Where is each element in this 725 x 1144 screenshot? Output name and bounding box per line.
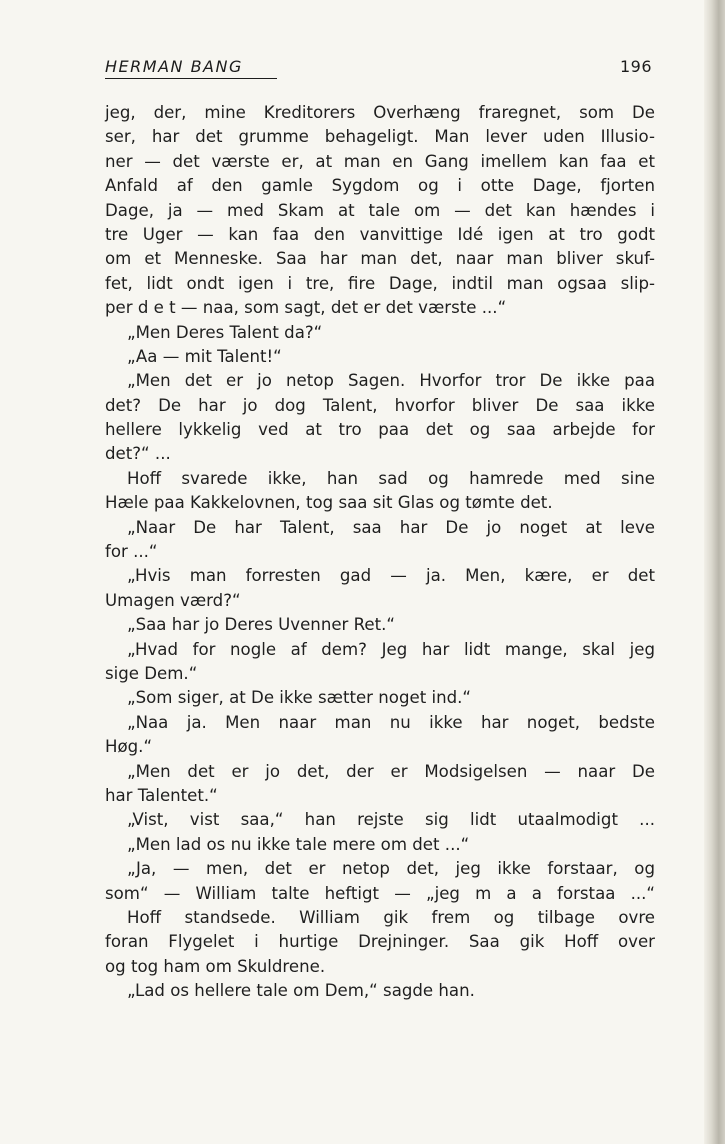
text-line: „Saa har jo Deres Uvenner Ret.“	[127, 615, 396, 635]
text-line: fet, lidt ondt igen i tre, fire Dage, indtil man ogsaa slip-	[105, 273, 655, 293]
text-line: Dage, ja — med Skam at tale om — det kan hændes i	[105, 200, 655, 220]
text-line: jeg, der, mine Kreditorers Overhæng fraregnet, som De	[105, 103, 655, 122]
text-line: Hoff svarede ikke, han sad og hamrede med sine	[127, 468, 655, 488]
page-header	[105, 57, 652, 83]
text-line: har Talentet.“	[105, 785, 218, 805]
text-line: Hæle paa Kakkelovnen, tog saa sit Glas og tømte det.	[105, 493, 553, 513]
running-head: HERMAN BANG	[105, 57, 277, 79]
text-line: „Men det er jo netop Sagen. Hvorfor tror De ikke paa	[127, 371, 655, 391]
text-line: „Ja, — men, det er netop det, jeg ikke forstaar, og	[127, 859, 655, 879]
text-line: Anfald af den gamle Sygdom og i otte Dage, fjorten	[105, 176, 655, 196]
text-line: som“ — William talte heftigt — „jeg m a a forstaa ...“	[105, 883, 655, 903]
text-line: sige Dem.“	[105, 663, 198, 683]
text-line: Umagen værd?“	[105, 590, 241, 610]
text-line: „Men Deres Talent da?“	[127, 322, 323, 342]
text-line: „Vist, vist saa,“ han rejste sig lidt utaalmodigt ...	[127, 810, 655, 830]
text-line: „Aa — mit Talent!“	[127, 346, 282, 366]
text-line: „Lad os hellere tale om Dem,“ sagde han.	[127, 981, 475, 1001]
text-line: per d e t — naa, som sagt, det er det værste ...“	[105, 298, 507, 318]
text-line: tre Uger — kan faa den vanvittige Idé igen at tro godt	[105, 224, 655, 244]
text-line: „Hvad for nogle af dem? Jeg har lidt mange, skal jeg	[127, 639, 655, 659]
text-line: „Naar De har Talent, saa har De jo noget at leve	[127, 517, 655, 537]
text-line: ner — det værste er, at man en Gang imellem kan faa et	[105, 151, 655, 171]
text-line: „Men lad os nu ikke tale mere om det ...“	[127, 834, 470, 854]
page-number: 196	[619, 57, 652, 76]
text-line: det?“ ...	[105, 444, 171, 464]
text-line: ser, har det grumme behageligt. Man lever uden Illusio-	[105, 127, 655, 147]
text-line: „Hvis man forresten gad — ja. Men, kære, er det	[127, 566, 655, 586]
text-line: foran Flygelet i hurtige Drejninger. Saa gik Hoff over	[105, 932, 655, 952]
text-line: om et Menneske. Saa har man det, naar man bliver skuf-	[105, 249, 655, 269]
text-line: Høg.“	[105, 737, 153, 757]
text-line: hellere lykkelig ved at tro paa det og saa arbejde for	[105, 420, 655, 440]
text-line: det? De har jo dog Talent, hvorfor bliver De saa ikke	[105, 395, 655, 415]
text-line: for ...“	[105, 542, 158, 562]
text-line: og tog ham om Skuldrene.	[105, 956, 326, 976]
text-line: Hoff standsede. William gik frem og tilbage ovre	[127, 907, 655, 927]
body-text	[105, 101, 655, 1003]
text-line: „Naa ja. Men naar man nu ikke har noget, bedste	[127, 712, 655, 732]
text-line: „Men det er jo det, der er Modsigelsen — naar De	[127, 761, 655, 781]
text-line: „Som siger, at De ikke sætter noget ind.“	[127, 688, 472, 708]
page-edge	[704, 0, 725, 1144]
